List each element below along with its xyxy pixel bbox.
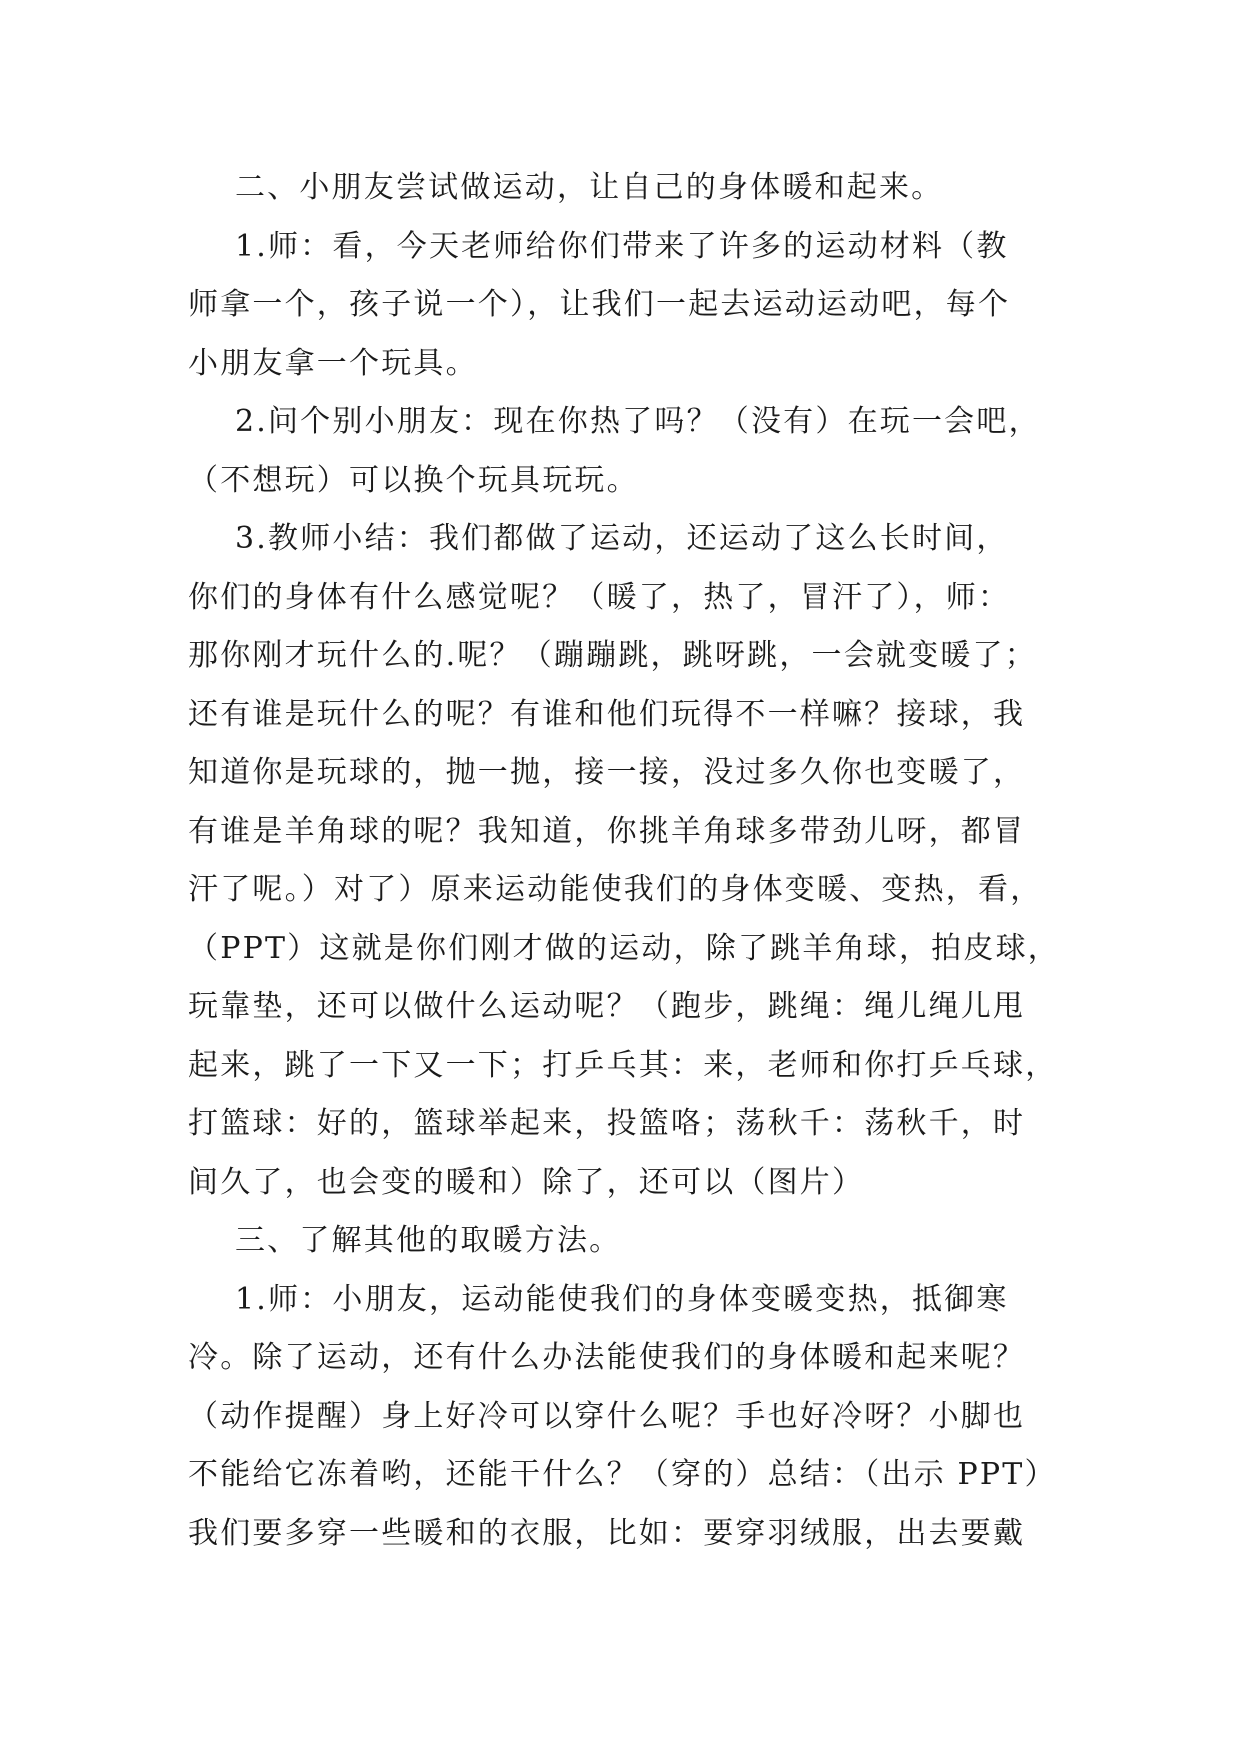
text-line: 玩靠垫，还可以做什么运动呢？（跑步，跳绳：绳儿绳儿甩 [188, 989, 1026, 1024]
text-line: 还有谁是玩什么的呢？有谁和他们玩得不一样嘛？接球，我 [188, 696, 1026, 732]
text-line: 那你刚才玩什么的.呢？（蹦蹦跳，跳呀跳，一会就变暖了； [188, 638, 1037, 673]
text-line: 我们要多穿一些暖和的衣服，比如：要穿羽绒服，出去要戴 [188, 1515, 1026, 1551]
text-line: 打篮球：好的，篮球举起来，投篮咯；荡秋千：荡秋千，时 [188, 1106, 1026, 1141]
text-line: （动作提醒）身上好冷可以穿什么呢？手也好冷呀？小脚也 [188, 1398, 1026, 1434]
text-line: 间久了，也会变的暖和）除了，还可以（图片） [188, 1164, 865, 1200]
text-line: 1.师：看，今天老师给你们带来了许多的运动材料（教 [188, 228, 1009, 264]
text-line: 二、小朋友尝试做运动，让自己的身体暖和起来。 [188, 170, 944, 205]
text-line: 不能给它冻着哟，还能干什么？（穿的）总结：（出示 PPT） [188, 1457, 1057, 1492]
text-line: 你们的身体有什么感觉呢？（暖了，热了，冒汗了），师： [188, 579, 1011, 615]
text-line: （不想玩）可以换个玩具玩玩。 [188, 462, 639, 498]
text-line: （PPT）这就是你们刚才做的运动，除了跳羊角球，拍皮球， [188, 930, 1060, 966]
text-line: 起来，跳了一下又一下；打乒乓其：来，老师和你打乒乓球， [188, 1047, 1058, 1083]
text-line: 有谁是羊角球的呢？我知道，你挑羊角球多带劲儿呀，都冒 [188, 813, 1026, 849]
text-line: 师拿一个，孩子说一个），让我们一起去运动运动吧，每个 [188, 287, 1011, 322]
text-line: 三、了解其他的取暖方法。 [188, 1223, 622, 1258]
text-line: 3.教师小结：我们都做了运动，还运动了这么长时间， [188, 521, 1009, 556]
text-line: 小朋友拿一个玩具。 [188, 345, 478, 381]
text-line: 1.师：小朋友，运动能使我们的身体变暖变热，抵御寒 [188, 1281, 1009, 1317]
text-line: 冷。除了运动，还有什么办法能使我们的身体暖和起来呢？ [188, 1340, 1026, 1375]
text-line: 2.问个别小朋友：现在你热了吗？（没有）在玩一会吧， [188, 404, 1041, 439]
text-line: 知道你是玩球的，抛一抛，接一接，没过多久你也变暖了， [188, 755, 1026, 790]
text-line: 汗了呢。）对了）原来运动能使我们的身体变暖、变热，看， [188, 872, 1043, 907]
document-body [188, 159, 1068, 1563]
